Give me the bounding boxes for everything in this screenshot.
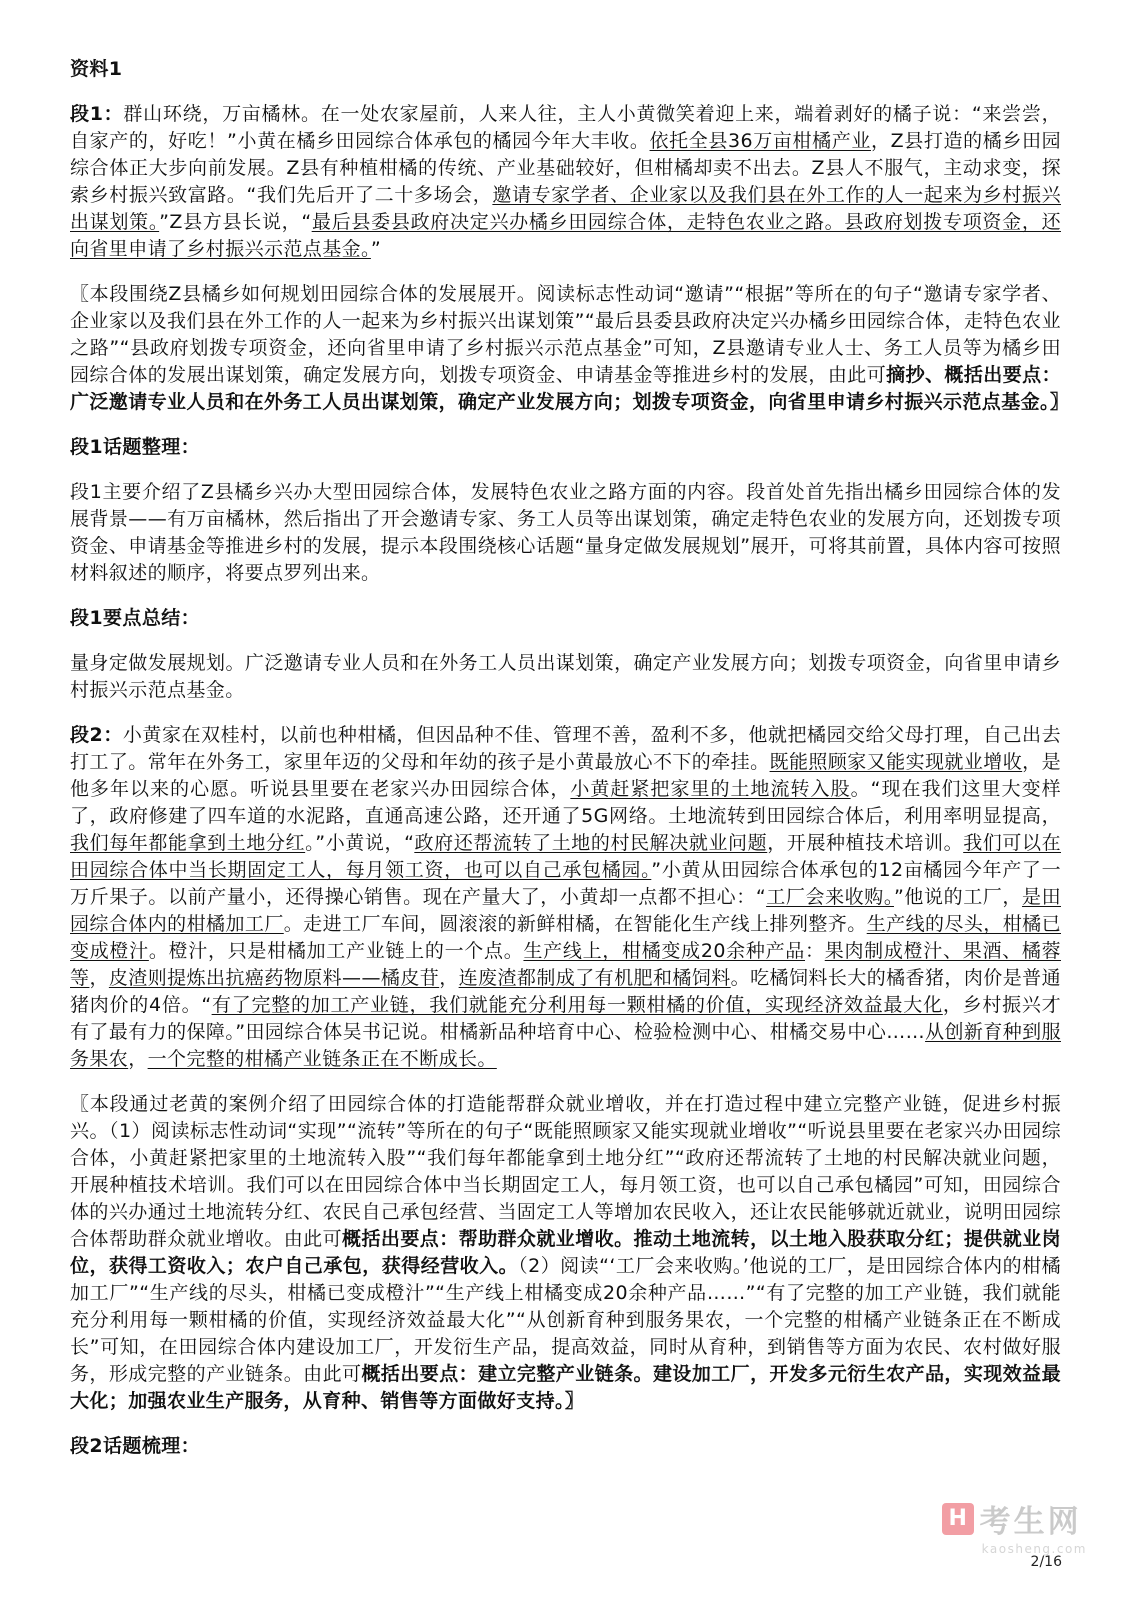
text-run: 从创新育种到服务果农 [70, 1021, 1061, 1070]
text-run: 。”小黄说，“ [305, 832, 415, 854]
text-run: 群山环绕，万亩橘林。在一处农家屋前，人来人往，主人小黄微笑着迎上来，端着剥好的橘子说：“来尝尝，自家产的，好吃！”小黄在橘乡田园综合体承包的橘园今年大丰收。 [70, 103, 1062, 152]
text-run: ” [370, 238, 382, 260]
text-run: 最后县委县政府决定兴办橘乡田园综合体，走特色农业之路。县政府划拨专项资金，还向省里申请了乡村振兴示范点基金。 [70, 211, 1061, 260]
text-run: 。吃橘饲料长大的橘香猪，肉价是普通猪肉价的4倍。“ [70, 967, 1061, 1016]
watermark [942, 1496, 1087, 1556]
text-run: 段1要点总结： [70, 607, 201, 629]
text-run: 我们每年都能拿到土地分红 [70, 832, 306, 854]
paragraph [70, 101, 1061, 263]
text-run: 有了完整的加工产业链，我们就能充分利用每一颗柑橘的价值，实现经济效益最大化 [211, 994, 943, 1016]
text-run: （2）阅读“‘工厂会来收购。’他说的工厂，是田园综合体内的柑橘加工厂”“生产线的尽头，柑橘已变成橙汁”“生产线上柑橘变成20余种产品……”“有了完整的加工产业链，我们就能充分利用每一颗柑橘的价值，实现经济效益最大化”“从创新育种到服务果农，一个完整的柑橘产业链条正在不断成长”可知，在田园综合体内建设加工厂，开发衍生产品，提高效益，同时从育种，到销售等方面为农民、农村做好服务，形成完整的产业链条。由此可 [70, 1255, 1061, 1385]
text-run: 摘抄、概括出要点：广泛邀请专业人员和在外务工人员出谋划策，确定产业发展方向；划拨专项资金，向省里申请乡村振兴示范点基金。〗 [70, 364, 1070, 413]
text-run: 。橙汁，只是柑橘加工产业链上的一个点。 [148, 940, 524, 962]
text-run: 是田园综合体内的柑橘加工厂 [70, 886, 1061, 935]
section-heading [70, 434, 1061, 461]
text-run: 段1： [70, 103, 124, 125]
text-run: ”小黄从田园综合体承包的12亩橘园今年产了一万斤果子。以前产量小，还得操心销售。现在产量大了，小黄却一点都不担心：“ [70, 859, 1061, 908]
text-run: 小黄家在双桂村，以前也种柑橘，但因品种不佳、管理不善，盈利不多，他就把橘园交给父母打理，自己出去打工了。常年在外务工，家里年迈的父母和年幼的孩子是小黄最放心不下的牵挂。 [70, 724, 1062, 773]
paragraph [70, 281, 1070, 416]
paragraph [70, 1091, 1061, 1415]
paragraph [70, 479, 1061, 587]
text-run: ，是他多年以来的心愿。听说县里要在老家兴办田园综合体， [70, 751, 1062, 800]
text-run: 生产线上，柑橘变成20余种产品 [523, 940, 806, 962]
text-run: 我们可以在田园综合体中当长期固定工人，每月领工资，也可以自己承包橘园。 [70, 832, 1061, 881]
text-run: ”他说的工厂， [893, 886, 1022, 908]
document-body [70, 56, 1070, 1460]
text-run: 概括出要点：建立完整产业链条。建设加工厂，开发多元衍生农产品，实现效益最大化；加强农业生产服务，从育种、销售等方面做好支持。〗 [70, 1363, 1061, 1412]
paragraph [70, 650, 1061, 704]
section-heading [70, 1433, 1061, 1460]
text-run: 依托全县36万亩柑橘产业 [649, 130, 871, 152]
text-run: 资料1 [70, 58, 123, 80]
text-run: 连废渣都制成了有机肥和橘饲料 [458, 967, 731, 989]
text-run: 政府还帮流转了土地的村民解决就业问题 [414, 832, 768, 854]
text-run: 概括出要点：帮助群众就业增收。推动土地流转，以土地入股获取分红；提供就业岗位，获得工资收入；农户自己承包，获得经营收入。 [70, 1228, 1061, 1277]
text-run: 邀请专家学者、企业家以及我们县在外工作的人一起来为乡村振兴出谋划策。 [70, 184, 1061, 233]
text-run: 皮渣则提炼出抗癌药物原料——橘皮苷 [108, 967, 440, 989]
text-run: ， [439, 967, 459, 989]
text-run: 〖本段围绕Z县橘乡如何规划田园综合体的发展展开。阅读标志性动词“邀请”“根据”等所在的句子“邀请专家学者、企业家以及我们县在外工作的人一起来为乡村振兴出谋划策”“最后县委县政府决定兴办橘乡田园综合体，走特色农业之路”“县政府划拨专项资金，还向省里申请了乡村振兴示范点基金”可知，Z县邀请专业人士、务工人员等为橘乡田园综合体的发展出谋划策，确定发展方向，划拨专项资金、申请基金等推进乡村的发展，由此可 [70, 283, 1061, 386]
text-run: 工厂会来收购。 [766, 886, 894, 908]
watermark-row [942, 1496, 1087, 1541]
text-run: ， [89, 967, 109, 989]
text-run: 。“现在我们这里大变样了，政府修建了四车道的水泥路，直通高速公路，还开通了5G网络。土地流转到田园综合体后，利用率明显提高， [70, 778, 1061, 827]
watermark-domain: kaosheng.com [981, 1542, 1087, 1556]
text-run: 段1主要介绍了Z县橘乡兴办大型田园综合体，发展特色农业之路方面的内容。段首处首先指出橘乡田园综合体的发展背景——有万亩橘林，然后指出了开会邀请专家、务工人员等出谋划策，确定走特色农业的发展方向，还划拨专项资金、申请基金等推进乡村的发展，提示本段围绕核心话题“量身定做发展规划”展开，可将其前置，具体内容可按照材料叙述的顺序，将要点罗列出来。 [70, 481, 1061, 584]
section-heading [70, 605, 1061, 632]
watermark-title: 考生网 [979, 1504, 1082, 1540]
text-run: ，Z县打造的橘乡田园综合体正大步向前发展。Z县有种植柑橘的传统、产业基础较好，但柑橘却卖不出去。Z县人不服气，主动求变，探索乡村振兴致富路。“我们先后开了二十多场会， [70, 130, 1061, 206]
text-run: ，乡村振兴才有了最有力的保障。”田园综合体吴书记说。柑橘新品种培育中心、检验检测中心、柑橘交易中心…… [70, 994, 1061, 1043]
text-run: 小黄赶紧把家里的土地流转入股 [570, 778, 851, 800]
kaosheng-logo-icon [942, 1503, 974, 1535]
text-run: 生产线的尽头，柑橘已变成橙汁 [70, 913, 1061, 962]
paragraph [70, 722, 1061, 1073]
text-run: 量身定做发展规划。广泛邀请专业人员和在外务工人员出谋划策，确定产业发展方向；划拨专项资金，向省里申请乡村振兴示范点基金。 [70, 652, 1061, 701]
text-run: 果肉制成橙汁、果酒、橘蓉等 [70, 940, 1061, 989]
page-number: 2/16 [1030, 1554, 1062, 1570]
text-run: 段2话题梳理： [70, 1435, 201, 1457]
text-run: 〖本段通过老黄的案例介绍了田园综合体的打造能帮群众就业增收，并在打造过程中建立完整产业链，促进乡村振兴。（1）阅读标志性动词“实现”“流转”等所在的句子“既能照顾家又能实现就业增收”“听说县里要在老家兴办田园综合体，小黄赶紧把家里的土地流转入股”“我们每年都能拿到土地分红”“政府还帮流转了土地的村民解决就业问题，开展种植技术培训。我们可以在田园综合体中当长期固定工人，每月领工资，也可以自己承包橘园”可知，田园综合体的兴办通过土地流转分红、农民自己承包经营、当固定工人等增加农民收入，还让农民能够就近就业，说明田园综合体帮助群众就业增收。由此可 [70, 1093, 1061, 1250]
text-run: 一个完整的柑橘产业链条正在不断成长。 [147, 1048, 497, 1070]
text-run: ”Z县方县长说，“ [159, 211, 312, 233]
text-run: 既能照顾家又能实现就业增收 [769, 751, 1023, 773]
text-run: 段1话题整理： [70, 436, 201, 458]
text-run: ： [805, 940, 825, 962]
text-run: ， [128, 1048, 148, 1070]
text-run: ，开展种植技术培训。 [767, 832, 964, 854]
text-run: 。走进工厂车间，圆滚滚的新鲜柑橘，在智能化生产线上排列整齐。 [283, 913, 867, 935]
text-run: 段2： [70, 724, 123, 746]
section-heading [70, 56, 1061, 83]
